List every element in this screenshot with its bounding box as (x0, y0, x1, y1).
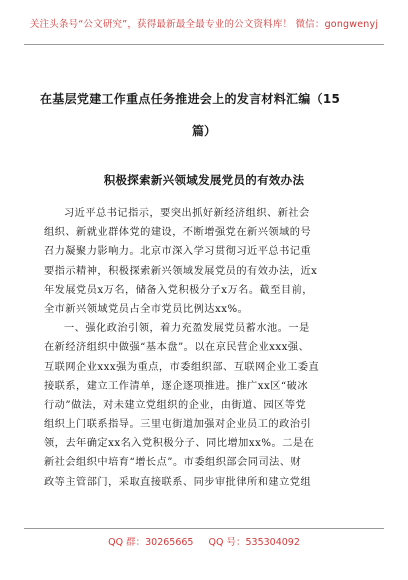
document-title-continued: 篇） (191, 124, 216, 138)
footer-qq-group: QQ 群：30265665 (108, 537, 194, 548)
body-line: 新社会组织中培育“增长点”。市委组织部会同司法、财 (44, 457, 302, 469)
body-line: 接联系，建立工作清单，逐企逐项推进。推广xx区“破冰 (44, 380, 309, 392)
body-line: 要指示精神，积极探索新兴领域发展党员的有效办法，近x (44, 265, 318, 277)
body-line: 召力凝聚力影响力。北京市深入学习贯彻习近平总书记重 (44, 246, 312, 258)
body-line: 组织、新就业群体党的建设，不断增强党在新兴领域的号 (44, 227, 312, 239)
body-line: 行动”做法，对未建立党组织的企业，由街道、园区等党 (44, 399, 307, 411)
body-line: 年发展党员x万名，储备入党积极分子x万名。截至目前， (44, 284, 313, 296)
body-line: 一、强化政治引领，着力充盈发展党员蓄水池。一是 (64, 323, 310, 335)
header-divider (24, 44, 384, 45)
footer-contacts (0, 534, 408, 548)
footer-qq-number: QQ 号：535304092 (208, 537, 300, 548)
body-text (44, 204, 364, 492)
body-line: 在新经济组织中做强“基本盘”。以在京民营企业xxx强、 (44, 342, 310, 354)
body-line: 习近平总书记指示，要突出抓好新经济组织、新社会 (64, 208, 310, 219)
footer-divider (24, 528, 384, 529)
header-banner: 关注头条号“公文研究”，获得最新最全最专业的公文资料库！ 微信：gongwenyj (29, 19, 379, 30)
body-line: 领，去年确定xx名入党积极分子、同比增加xx%。二是在 (44, 438, 315, 450)
document-title: 在基层党建工作重点任务推进会上的发言材料汇编（15 (40, 92, 341, 106)
body-line: 组织上门联系指导。三里屯街道加强对企业员工的政治引 (44, 419, 312, 431)
body-line: 全市新兴领域党员占全市党员比例达xx%。 (44, 303, 249, 315)
body-line: 政等主管部门，采取直接联系、同步审批律所和建立党组 (44, 476, 312, 488)
section-heading: 积极探索新兴领域发展党员的有效办法 (103, 173, 305, 187)
body-line: 互联网企业xxx强为重点，市委组织部、互联网企业工委直 (44, 361, 320, 373)
